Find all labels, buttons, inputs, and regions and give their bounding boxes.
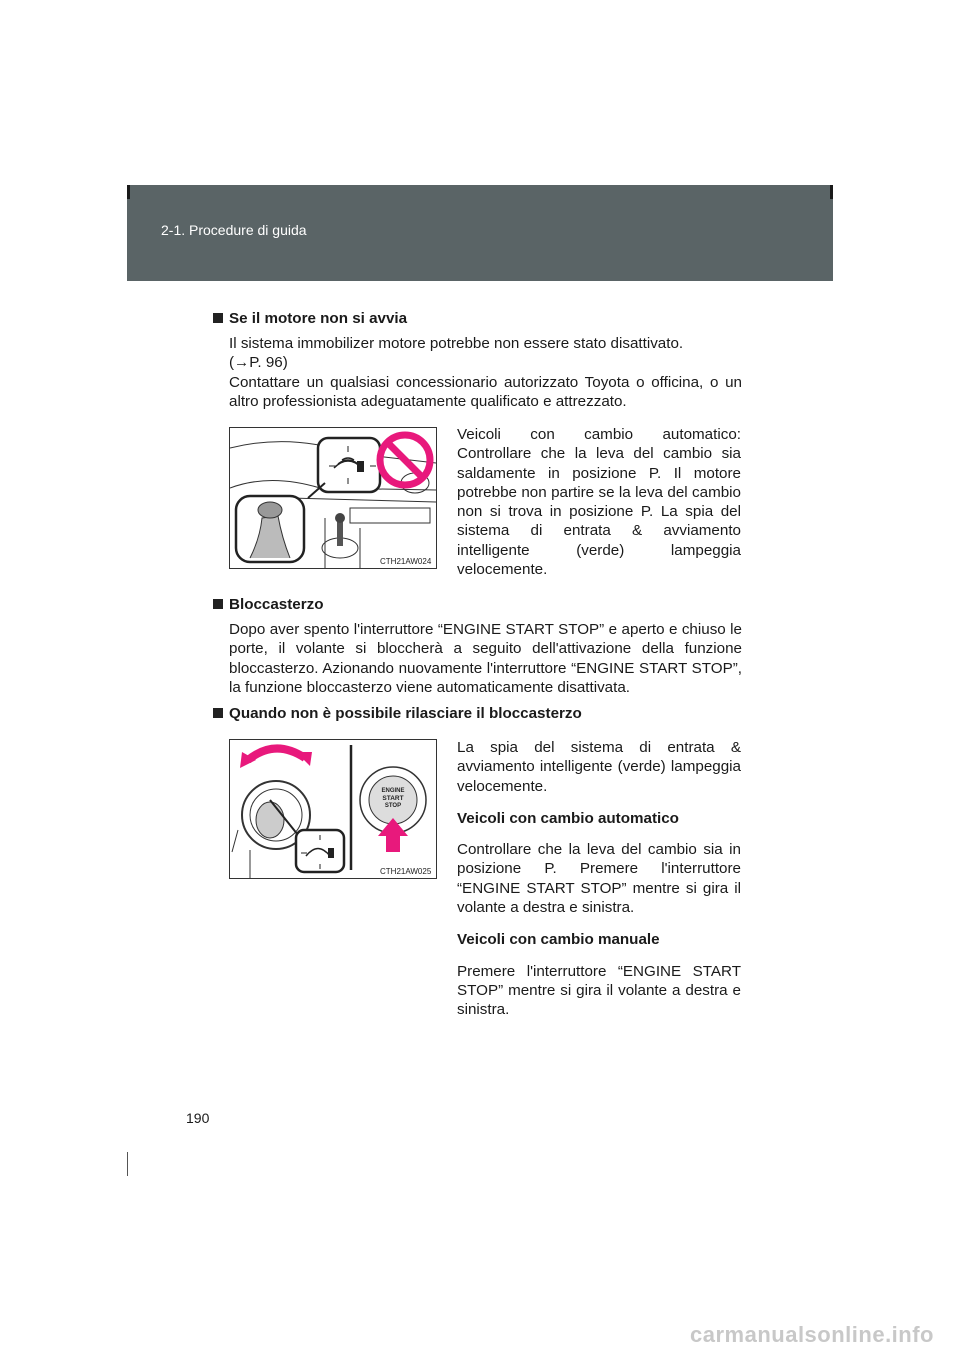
engine-not-start-text bbox=[229, 334, 742, 411]
figure-code: CTH21AW025 bbox=[380, 867, 432, 876]
steering-lock-paragraph: Dopo aver spento l'interruttore “ENGINE START STOP” e aperto e chiuso le porte, il volante si bloccherà a seguito dell'attivazione della funzione bloccasterzo. Azionando nuovamente l'interruttore “ENGINE START STOP”, la funzione bloccasterzo viene automaticamente disattivata. bbox=[229, 621, 742, 696]
square-bullet-icon bbox=[213, 708, 223, 718]
heading-steering-lock: Bloccasterzo bbox=[213, 596, 324, 613]
button-text-stop: STOP bbox=[384, 803, 402, 809]
header-corner-mark bbox=[127, 185, 130, 199]
heading-release-lock: Quando non è possibile rilasciare il bloccasterzo bbox=[213, 705, 582, 722]
heading-engine-not-start: Se il motore non si avvia bbox=[213, 310, 407, 327]
figure-code: CTH21AW024 bbox=[380, 557, 432, 566]
automatic-paragraph: Controllare che la leva del cambio sia in posizione P. Premere l'interruttore “ENGINE START STOP” mentre si gira il volante a destra e sinistra. bbox=[457, 841, 741, 917]
section-header bbox=[127, 185, 833, 281]
indicator-paragraph: La spia del sistema di entrata & avviamento intelligente (verde) lampeggia velocemente. bbox=[457, 739, 741, 795]
side-text-automatic: Veicoli con cambio automatico: Controllare che la leva del cambio sia saldamente in posizione P. Il motore potrebbe non partire se la leva del cambio non si trova in posizione P. La spia del sistema di entrata & avviamento intelligente (verde) lampeggia velocemente. bbox=[457, 426, 741, 579]
button-text-engine: ENGINE bbox=[381, 788, 405, 794]
page-reference: (→P. 96) bbox=[229, 354, 288, 372]
steering-wheel-illustration bbox=[230, 740, 436, 878]
subheading-manual: Veicoli con cambio manuale bbox=[457, 931, 660, 949]
watermark: carmanualsonline.info bbox=[690, 1322, 934, 1347]
figure-shift-lever bbox=[229, 427, 437, 569]
shift-lever-illustration bbox=[230, 428, 436, 568]
side-text-release bbox=[457, 738, 741, 1020]
immobilizer-line: Il sistema immobilizer motore potrebbe non essere stato disattivato. bbox=[229, 335, 684, 352]
subheading-automatic: Veicoli con cambio automatico bbox=[457, 809, 679, 827]
header-corner-mark-right bbox=[830, 185, 833, 199]
page-number: 190 bbox=[186, 1110, 210, 1126]
figure-steering-wheel bbox=[229, 739, 437, 879]
section-title: 2-1. Procedure di guida bbox=[161, 222, 307, 238]
manual-paragraph: Premere l'interruttore “ENGINE START STOP” mentre si gira il volante a destra e sinistra. bbox=[457, 962, 741, 1019]
contact-dealer-paragraph: Contattare un qualsiasi concessionario autorizzato Toyota o officina, o un altro professionista adeguatamente qualificato e attrezzato. bbox=[229, 373, 742, 410]
button-text-start: START bbox=[382, 795, 404, 802]
square-bullet-icon bbox=[213, 313, 223, 323]
margin-tick bbox=[127, 1152, 128, 1176]
square-bullet-icon bbox=[213, 599, 223, 609]
